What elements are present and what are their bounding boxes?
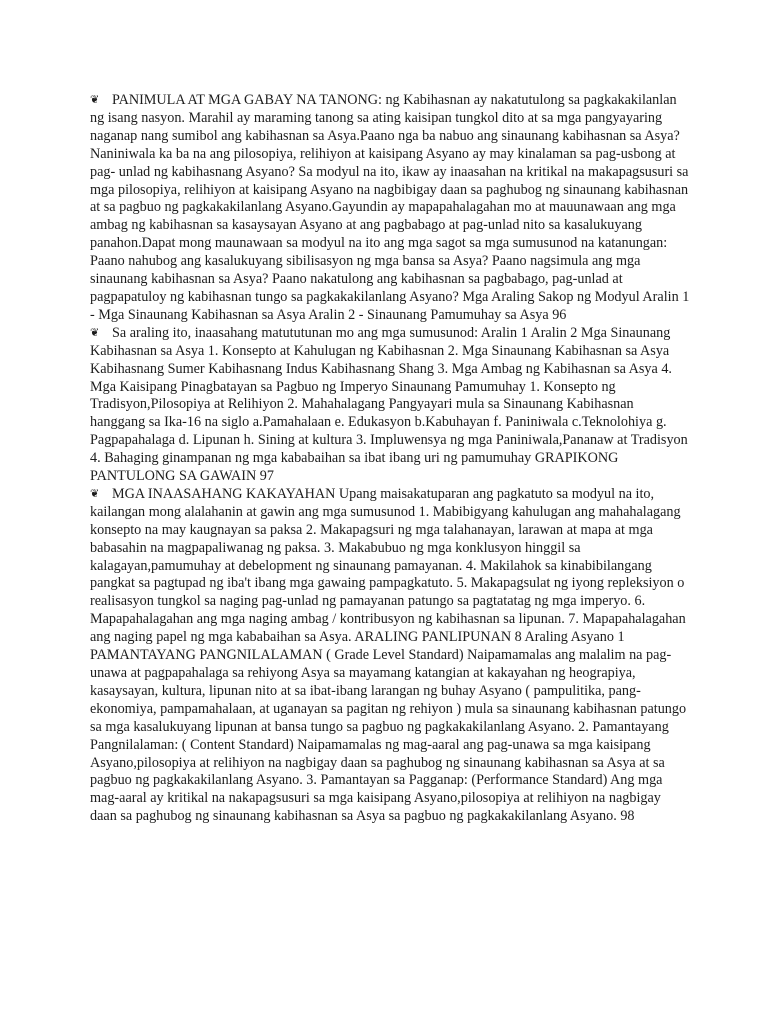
paragraph-text: PANIMULA AT MGA GABAY NA TANONG: ng Kabihasnan ay nakatutulong sa pagkakakilanlan ng isang nasyon. Marahil ay maraming tanong sa ating kaisipan tungkol dito at sa mga pangyayaring naganap nang sumibol ang kabihasnan sa Asya.Paano nga ba nabuo ang sinaunang kabihasnan sa Asya? Naniniwala ka ba na ang pilosopiya, relihiyon at kaisipang Asyano ay may kinalaman sa pag-usbong at pag- unlad ng kabihasnang Asyano? Sa modyul na ito, ikaw ay inaasahan na kritikal na makapagsusuri sa mga pilosopiya, relihiyon at kaisipang Asyano na nagbibigay daan sa paghubog ng sinaunang kabihasnan at sa pagbuo ng pagkakakilanlang Asyano.Gayundin ay mapapahalagahan mo at mauunawaan ang mga ambag ng kabihasnan sa kasaysayan Asyano at ang pagbabago at pag-unlad nito sa kasalukuyang panahon.Dapat mong maunawaan sa modyul na ito ang mga sagot sa mga sumusunod na katanungan: Paano nahubog ang kasalukuyang sibilisasyon ng mga bansa sa Asya? Paano nagsimula ang mga sinaunang kabihasnan sa Asya? Paano nakatulong ang kabihasnan sa pagbabago, pag-unlad at pagpapatuloy ng kabihasnan tungo sa pagkakakilanlang Asyano? Mga Araling Sakop ng Modyul Aralin 1 - Mga Sinaunang Kabihasnan sa Asya Aralin 2 - Sinaunang Pamumuhay sa Asya 96 [90,92,690,323]
paragraph-lessons [90,325,690,486]
document-page [90,92,690,826]
paragraph-expected-skills [90,486,690,826]
fleuron-bullet-icon: ❦ [90,94,100,106]
fleuron-bullet-icon: ❦ [90,326,100,339]
fleuron-bullet-icon: ❦ [90,487,100,500]
paragraph-text: MGA INAASAHANG KAKAYAHAN Upang maisakatuparan ang pagkatuto sa modyul na ito, kailangan mong alalahanin at gawin ang mga sumusunod 1. Mabibigyang kahulugan ang mahahalagang konsepto na may kaugnayan sa paksa 2. Makapagsuri ng mga talahanayan, larawan at mapa at mga babasahin na magpapaliwanag ng paksa. 3. Makabubuo ng mga konklusyon hinggil sa kalagayan,pamumuhay at debelopment ng sinaunang pamayanan. 4. Makilahok sa kinabibilangang pangkat sa pagtupad ng iba't ibang mga gawaing pampagkatuto. 5. Makapagsulat ng iyong repleksiyon o realisasyon tungkol sa naging pag-unlad ng pamayanan patungo sa pagtatatag ng mga imperyo. 6. Mapapahalagahan ang mga naging ambag / kontribusyon ng kabihasnan sa lipunan. 7. Mapapahalagahan ang naging papel ng mga kababaihan sa Asya. ARALING PANLIPUNAN 8 Araling Asyano 1 PAMANTAYANG PANGNILALAMAN ( Grade Level Standard) Naipamamalas ang malalim na pag-unawa at pagpapahalaga sa rehiyong Asya sa mayamang katangian at kakayahan ng heograpiya, kasaysayan, kultura, lipunan nito at sa ibat-ibang larangan ng buhay Asyano ( pampulitika, pang-ekonomiya, pampamahalaan, at uganayan sa pagitan ng rehiyon ) mula sa sinaunang kabihasnan patungo sa mga kasalukuyang lipunan at bansa tungo sa pagbuo ng pagkakakilanlang Asyano. 2. Pamantayang Pangnilalaman: ( Content Standard) Naipamamalas ng mag-aaral ang pag-unawa sa mga kaisipang Asyano,pilosopiya at relihiyon na nagbigay daan sa paghubog ng sinaunang kabihasnan sa Asya at sa pagbuo ng pagkakakilanlang Asyano. 3. Pamantayan sa Pagganap: (Performance Standard) Ang mga mag-aaral ay kritikal na nakapagsusuri sa mga kaisipang Asyano,pilosopiya at relihiyon na nagbigay daan sa paghubog ng sinaunang kabihasnan sa Asya sa pagbuo ng pagkakakilanlang Asyano. 98 [90,485,687,825]
paragraph-intro [90,92,690,325]
paragraph-text: Sa araling ito, inaasahang matututunan mo ang mga sumusunod: Aralin 1 Aralin 2 Mga Sinaunang Kabihasnan sa Asya 1. Konsepto at Kahulugan ng Kabihasnan 2. Mga Sinaunang Kabihasnan sa Asya Kabihasnang Sumer Kabihasnang Indus Kabihasnang Shang 3. Mga Ambag ng Kabihasnan sa Asya 4. Mga Kaisipang Pinagbatayan sa Pagbuo ng Imperyo Sinaunang Pamumuhay 1. Konsepto ng Tradisyon,Pilosopiya at Relihiyon 2. Mahahalagang Pangyayari mula sa Sinaunang Kabihasnan hanggang sa Ika-16 na siglo a.Pamahalaan e. Edukasyon b.Kabuhayan f. Paniniwala c.Teknolohiya g. Pagpapahalaga d. Lipunan h. Sining at kultura 3. Impluwensya ng mga Paniniwala,Pananaw at Tradisyon 4. Bahaging ginampanan ng mga kababaihan sa ibat ibang uri ng pamumuhay GRAPIKONG PANTULONG SA GAWAIN 97 [90,324,688,485]
